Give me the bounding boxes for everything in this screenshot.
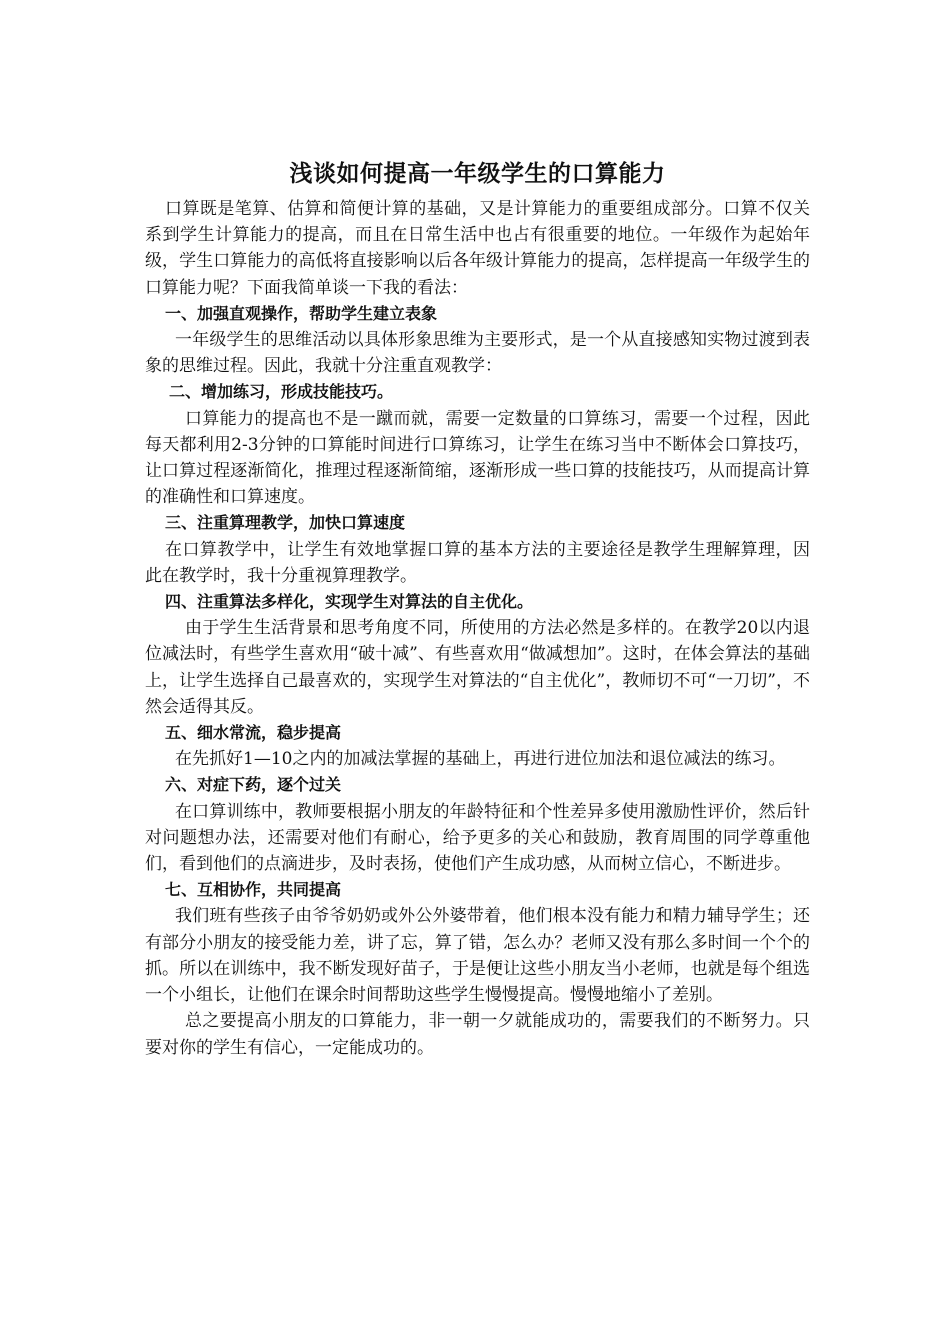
section-2 <box>145 379 810 510</box>
section-heading: 七、互相协作，共同提高 <box>165 880 342 900</box>
section-heading: 六、对症下药，逐个过关 <box>165 775 342 795</box>
section-body: 在先抓好1—10之内的加减法掌握的基础上，再进行进位加法和退位减法的练习。 <box>175 749 786 770</box>
section-5 <box>145 720 810 772</box>
section-3 <box>145 510 810 589</box>
section-body: 在口算教学中，让学生有效地掌握口算的基本方法的主要途径是教学生理解算理，因此在教学时，我十分重视算理教学。 <box>145 539 810 586</box>
section-4 <box>145 589 810 720</box>
intro-paragraph: 口算既是笔算、估算和简便计算的基础，又是计算能力的重要组成部分。口算不仅关系到学生计算能力的提高，而且在日常生活中也占有很重要的地位。一年级作为起始年级，学生口算能力的高低将直接影响以后各年级计算能力的提高，怎样提高一年级学生的口算能力呢？下面我简单谈一下我的看法： <box>145 199 810 298</box>
section-1 <box>145 301 810 380</box>
section-body: 一年级学生的思维活动以具体形象思维为主要形式，是一个从直接感知实物过渡到表象的思维过程。因此，我就十分注重直观教学： <box>145 330 810 377</box>
section-heading: 二、增加练习，形成技能技巧。 <box>169 382 394 402</box>
section-6 <box>145 772 810 877</box>
section-heading: 一、加强直观操作，帮助学生建立表象 <box>165 303 438 323</box>
section-heading: 五、细水常流，稳步提高 <box>165 723 342 743</box>
section-heading: 三、注重算理教学，加快口算速度 <box>165 513 406 533</box>
conclusion-paragraph: 总之要提高小朋友的口算能力，非一朝一夕就能成功的，需要我们的不断努力。只要对你的学生有信心，一定能成功的。 <box>145 1011 810 1058</box>
document-page <box>145 156 810 1061</box>
section-heading: 四、注重算法多样化，实现学生对算法的自主优化。 <box>165 592 534 612</box>
section-body: 我们班有些孩子由爷爷奶奶或外公外婆带着，他们根本没有能力和精力辅导学生；还有部分小朋友的接受能力差，讲了忘，算了错，怎么办？老师又没有那么多时间一个个的抓。所以在训练中，我不断发现好苗子，于是便让这些小朋友当小老师，也就是每个组选一个小组长，让他们在课余时间帮助这些学生慢慢提高。慢慢地缩小了差别。 <box>145 906 810 1006</box>
section-body: 口算能力的提高也不是一蹴而就，需要一定数量的口算练习，需要一个过程，因此每天都利用2-3分钟的口算能时间进行口算练习，让学生在练习当中不断体会口算技巧，让口算过程逐渐简化，推理过程逐渐简缩，逐渐形成一些口算的技能技巧，从而提高计算的准确性和口算速度。 <box>145 408 810 508</box>
section-body: 在口算训练中，教师要根据小朋友的年龄特征和个性差异多使用激励性评价，然后针对问题想办法，还需要对他们有耐心，给予更多的关心和鼓励，教育周围的同学尊重他们，看到他们的点滴进步，及时表扬，使他们产生成功感，从而树立信心，不断进步。 <box>145 801 810 875</box>
section-7 <box>145 877 810 1008</box>
document-title: 浅谈如何提高一年级学生的口算能力 <box>289 161 666 187</box>
section-body: 由于学生生活背景和思考角度不同，所使用的方法必然是多样的。在教学20以内退位减法时，有些学生喜欢用“破十减”、有些喜欢用“做减想加”。这时，在体会算法的基础上，让学生选择自己最喜欢的，实现学生对算法的“自主优化”，教师切不可“一刀切”，不然会适得其反。 <box>145 618 810 717</box>
